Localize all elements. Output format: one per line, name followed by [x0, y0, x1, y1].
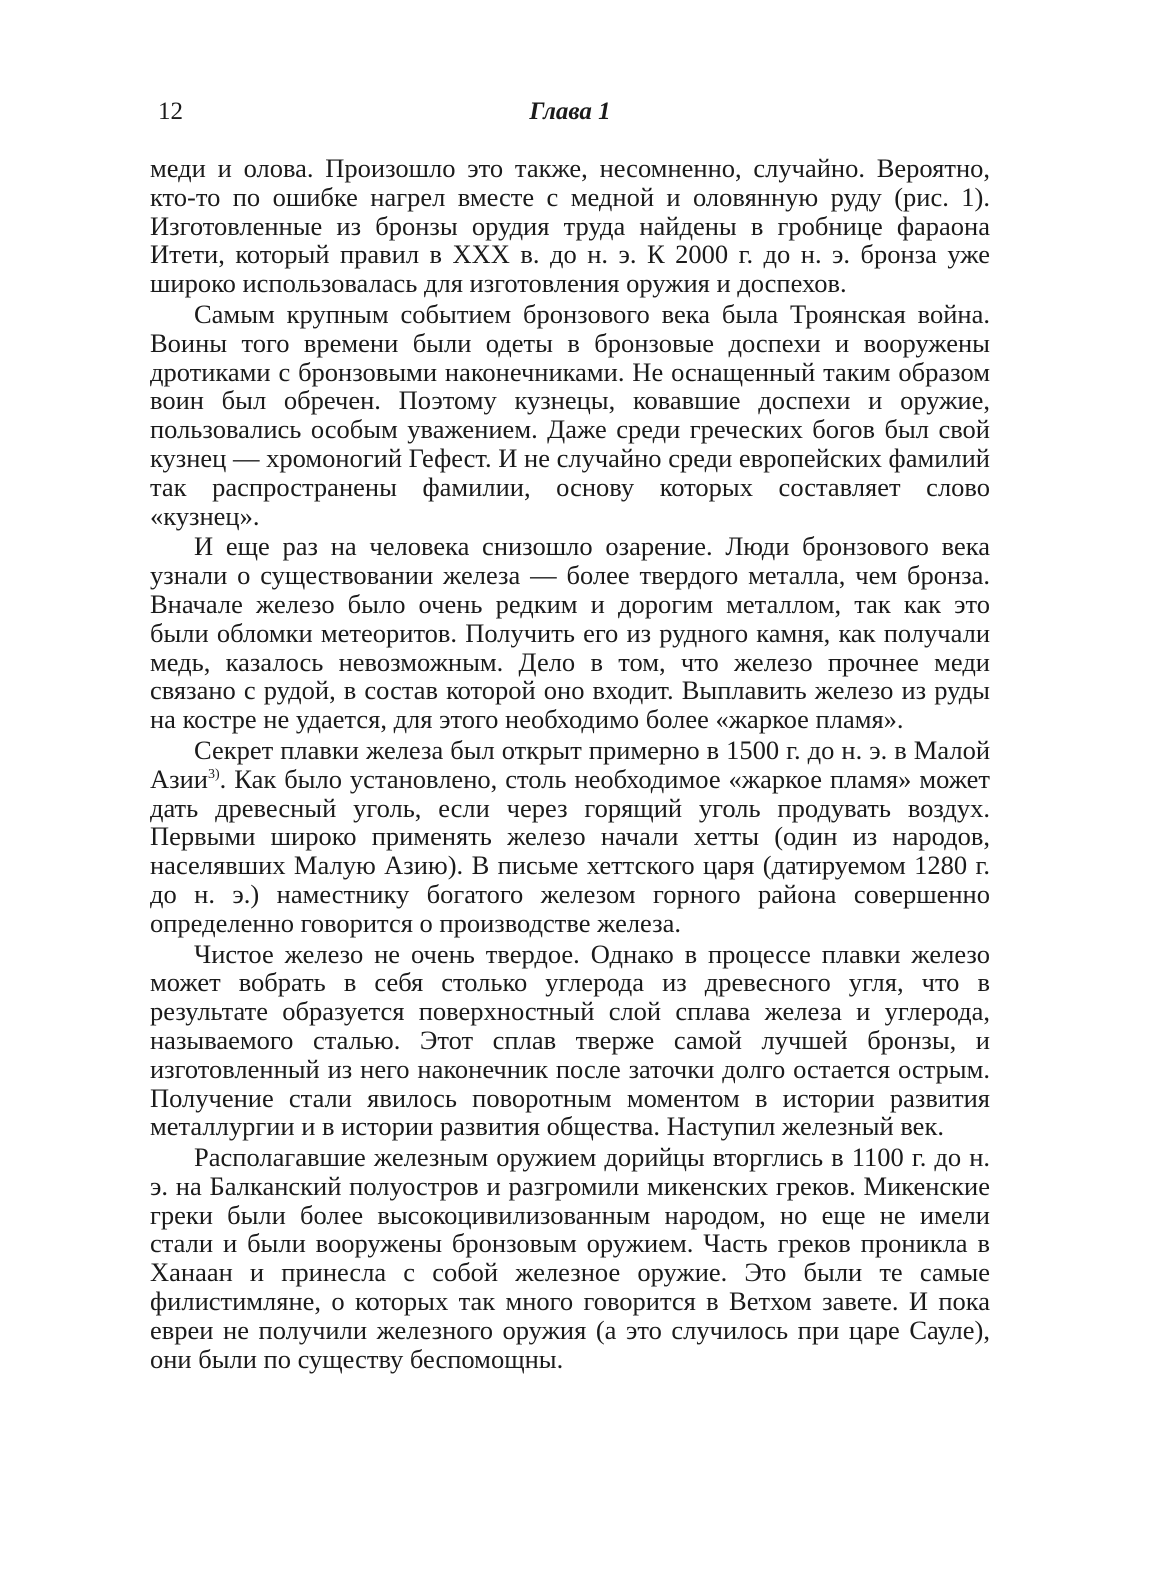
footnote-marker: 3) [207, 766, 220, 782]
body-text [150, 154, 990, 1373]
paragraph-iron-smelting [150, 736, 990, 938]
chapter-title: Глава 1 [529, 98, 611, 125]
running-header [150, 98, 990, 128]
paragraph-text-part: Секрет плавки железа был открыт примерно в 1500 г. до н. э. в Малой Азии [150, 734, 990, 794]
paragraph-copper-tin: меди и олова. Произошло это также, несомненно, случайно. Вероятно, кто-то по ошибке нагрел вместе с медной и оловянную руду (рис. 1). Изготовленные из бронзы орудия труда найдены в гробнице фараона Итети, который правил в XXX в. до н. э. К 2000 г. до н. э. бронза уже широко использовалась для изготовления оружия и доспехов. [150, 153, 990, 299]
paragraph-dorians: Располагавшие железным оружием дорийцы вторглись в 1100 г. до н. э. на Балканский полуостров и разгромили микенских греков. Микенские греки были более высокоцивилизованным народом, но еще не имели стали и были вооружены бронзовым оружием. Часть греков проникла в Ханаан и принесла с собой железное оружие. Это были те самые филистимляне, о которых так много говорится в Ветхом завете. И пока евреи не получили железного оружия (а это случилось при царе Сауле), они были по существу беспомощны. [150, 1142, 990, 1374]
book-page [150, 98, 990, 1375]
paragraph-steel: Чистое железо не очень твердое. Однако в процессе плавки железо может вобрать в себя столько углерода из древесного угля, что в результате образуется поверхностный слой сплава железа и углерода, называемого сталью. Этот сплав тверже самой лучшей бронзы, и изготовленный из него наконечник после заточки долго остается острым. Получение стали явилось поворотным моментом в истории развития металлургии и в истории развития общества. Наступил железный век. [150, 938, 990, 1142]
paragraph-iron-discovery: И еще раз на человека снизошло озарение. Люди бронзового века узнали о существовании железа — более твердого металла, чем бронза. Вначале железо было очень редким и дорогим металлом, так как это были обломки метеоритов. Получить его из рудного камня, как получали медь, казалось невозможным. Дело в том, что железо прочнее меди связано с рудой, в состав которой оно входит. Выплавить железо из руды на костре не удается, для этого необходимо более «жаркое пламя». [150, 531, 990, 735]
page-number: 12 [158, 98, 183, 125]
paragraph-text-part: . Как было установлено, столь необходимое «жаркое пламя» может дать древесный уголь, если через горящий уголь продувать воздух. Первыми широко применять железо начали хетты (один из народов, населявших Малую Азию). В письме хеттского царя (датируемом 1280 г. до н. э.) наместнику богатого железом горного района совершенно определенно говорится о производстве железа. [150, 763, 990, 938]
paragraph-trojan-war: Самым крупным событием бронзового века была Троянская война. Воины того времени были одеты в бронзовые доспехи и вооружены дротиками с бронзовыми наконечниками. Не оснащенный таким образом воин был обречен. Поэтому кузнецы, ковавшие доспехи и оружие, пользовались особым уважением. Даже среди греческих богов был свой кузнец — хромоногий Гефест. И не случайно среди европейских фамилий так распространены фамилии, основу которых составляет слово «кузнец». [150, 298, 990, 531]
